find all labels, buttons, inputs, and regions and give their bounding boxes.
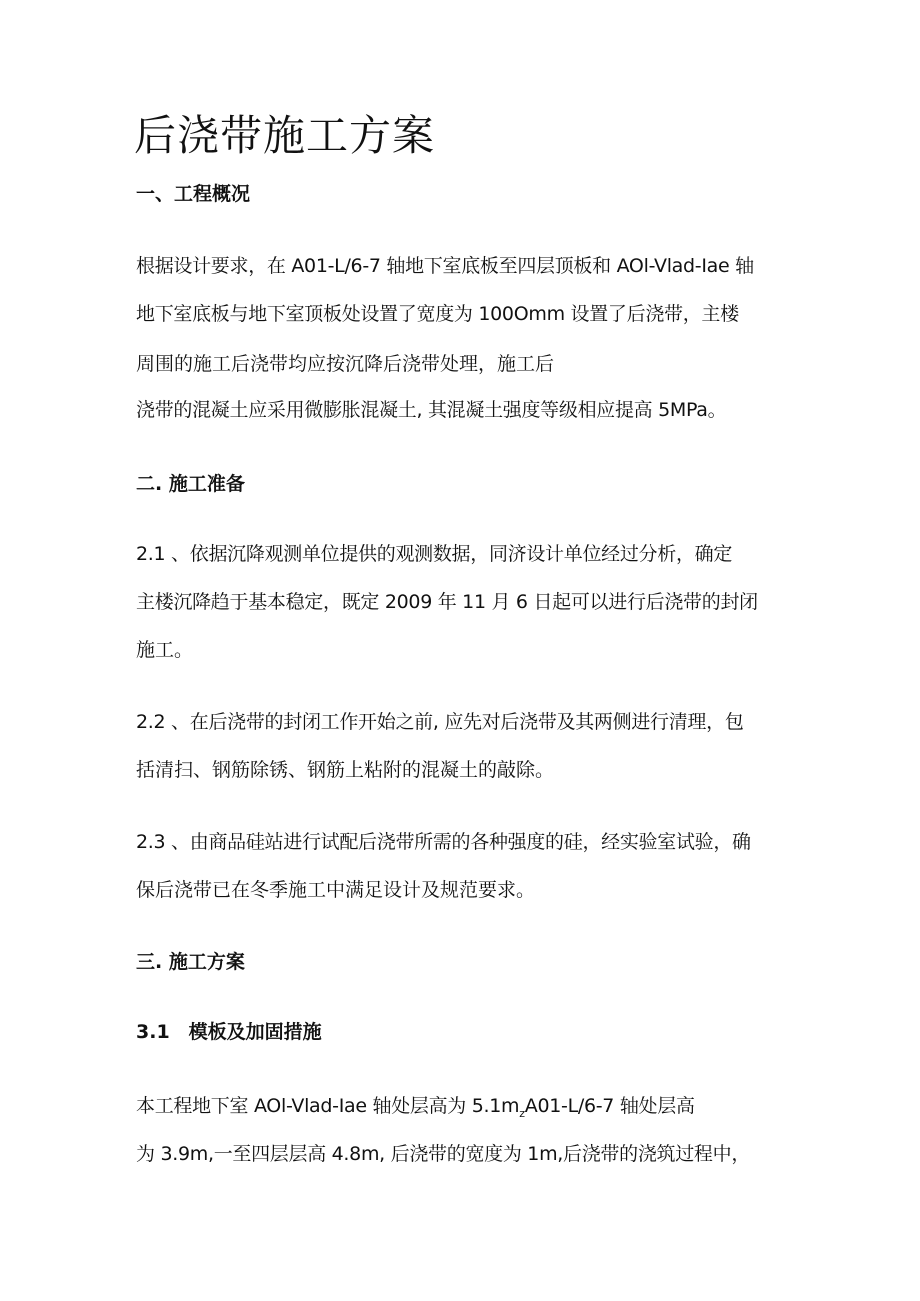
paragraph-line: 施工。: [136, 639, 194, 661]
paragraph-line: 周围的施工后浇带均应按沉降后浇带处理，施工后: [136, 353, 555, 375]
paragraph-line: 根据设计要求，在 A01-L/6-7 轴地下室底板至四层顶板和 AOl-Vlad-Iae 轴: [136, 255, 754, 277]
section-heading-plan: 三. 施工方案: [136, 951, 245, 973]
section-heading-overview: 一、工程概况: [136, 183, 251, 205]
paragraph-line: 主楼沉降趋于基本稳定，既定 2009 年 11 月 6 日起可以进行后浇带的封闭: [136, 591, 758, 613]
line-segment: 本工程地下室 AOl-Vlad-Iae 轴处层高为 5.1m: [136, 1095, 520, 1117]
paragraph-line: 括清扫、钢筋除锈、钢筋上粘附的混凝土的敲除。: [136, 759, 555, 781]
paragraph-line: 2.1 、依据沉降观测单位提供的观测数据，同济设计单位经过分析，确定: [136, 543, 733, 565]
line-segment: A01-L/6-7 轴处层高: [524, 1095, 695, 1117]
paragraph-line: 为 3.9m,一至四层层高 4.8m, 后浇带的宽度为 1m,后浇带的浇筑过程中，: [136, 1143, 751, 1165]
document-title: 后浇带施工方案: [134, 111, 436, 160]
section-heading-preparation: 二. 施工准备: [136, 473, 245, 495]
line-subscript: z: [519, 1106, 525, 1120]
paragraph-line: 保后浇带已在冬季施工中满足设计及规范要求。: [136, 879, 536, 901]
paragraph-line: 地下室底板与地下室顶板处设置了宽度为 100Omm 设置了后浇带，主楼: [136, 303, 739, 325]
paragraph-line: [136, 1092, 695, 1128]
paragraph-line: 2.2 、在后浇带的封闭工作开始之前, 应先对后浇带及其两侧进行清理，包: [136, 711, 744, 733]
paragraph-line: 2.3 、由商品硅站进行试配后浇带所需的各种强度的硅，经实验室试验，确: [136, 831, 751, 853]
subsection-heading-formwork: 3.1 模板及加固措施: [136, 1021, 322, 1043]
paragraph-line: 浇带的混凝土应采用微膨胀混凝土, 其混凝土强度等级相应提高 5MPa。: [136, 399, 727, 421]
